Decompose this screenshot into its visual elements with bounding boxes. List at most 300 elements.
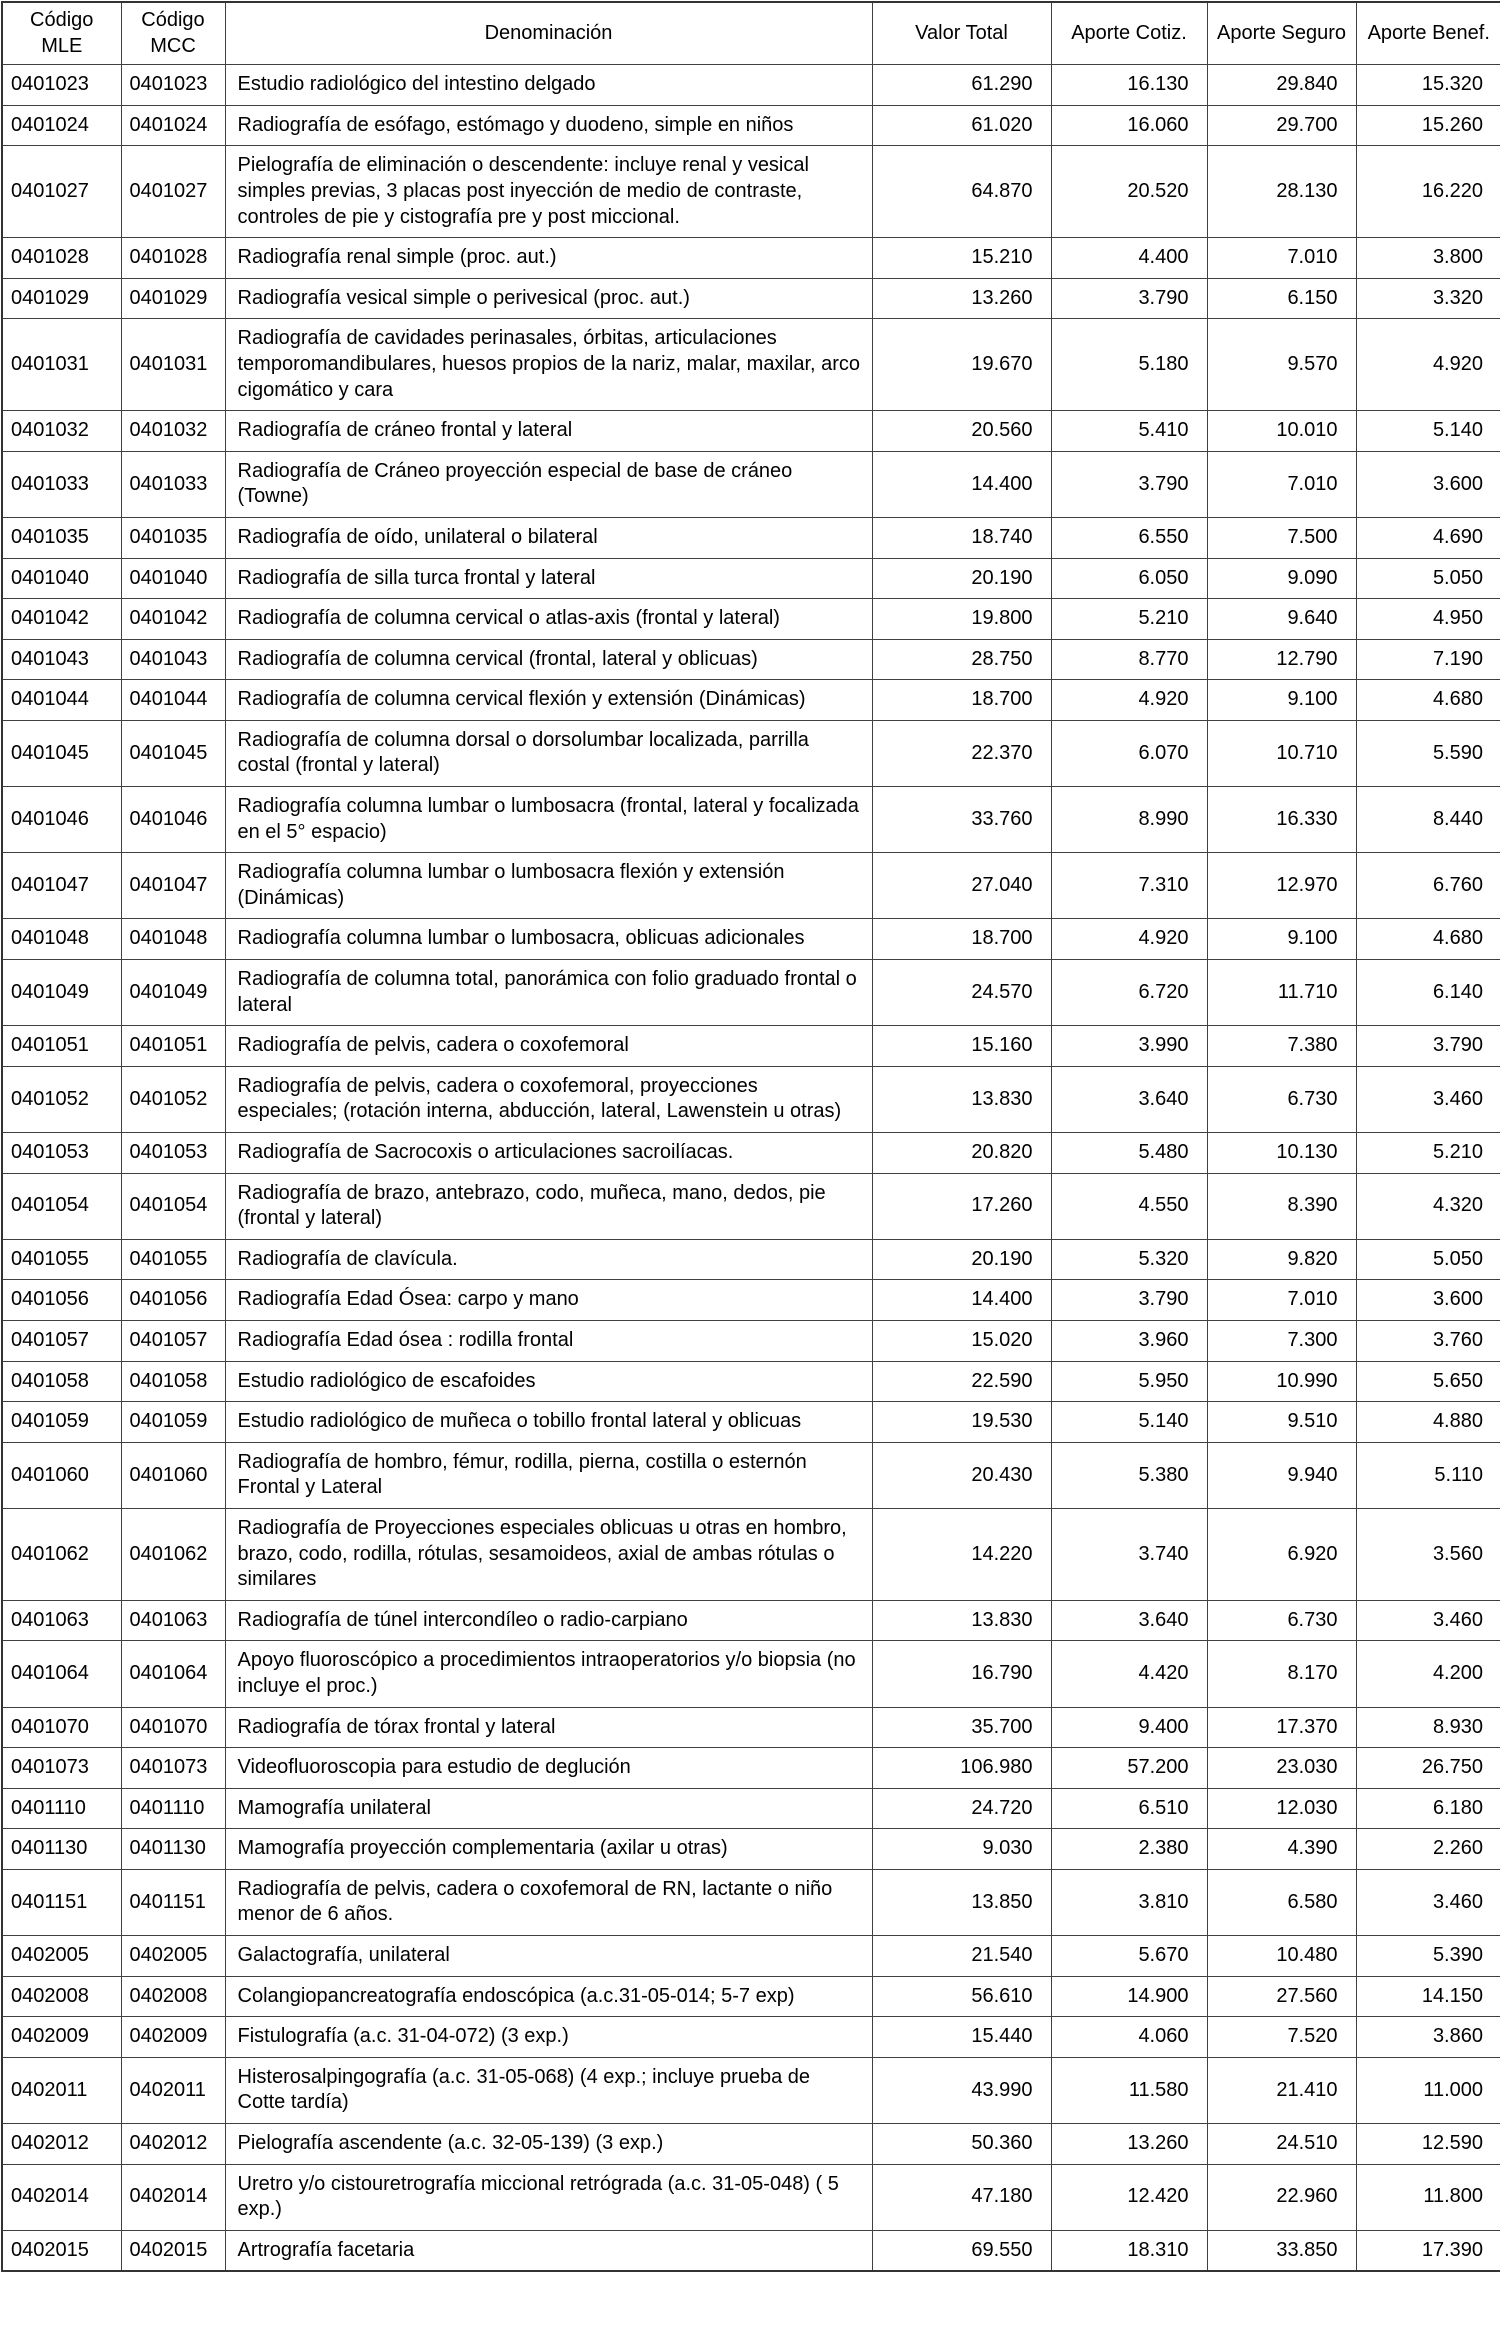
aporte-cotiz-cell: 5.140	[1051, 1402, 1207, 1443]
header-denominacion: Denominación	[225, 2, 872, 65]
table-body	[2, 65, 1500, 2272]
aporte-cotiz-cell: 4.060	[1051, 2017, 1207, 2058]
table-row	[2, 1173, 1500, 1239]
valor-total-cell: 13.830	[872, 1066, 1051, 1132]
aporte-seguro-cell: 12.030	[1207, 1788, 1356, 1829]
table-row	[2, 1641, 1500, 1707]
codigo-mcc-cell: 0401035	[121, 517, 225, 558]
codigo-mcc-cell: 0401064	[121, 1641, 225, 1707]
aporte-seguro-cell: 21.410	[1207, 2057, 1356, 2123]
codigo-mcc-cell: 0401024	[121, 105, 225, 146]
denominacion-cell: Estudio radiológico de escafoides	[225, 1361, 872, 1402]
codigo-mcc-cell: 0401032	[121, 411, 225, 452]
aporte-cotiz-cell: 2.380	[1051, 1829, 1207, 1870]
denominacion-cell: Radiografía de pelvis, cadera o coxofemoral	[225, 1026, 872, 1067]
aporte-benef-cell: 8.930	[1356, 1707, 1500, 1748]
table-row	[2, 2124, 1500, 2165]
codigo-mle-cell: 0401042	[2, 599, 121, 640]
codigo-mle-cell: 0401053	[2, 1133, 121, 1174]
valor-total-cell: 20.820	[872, 1133, 1051, 1174]
codigo-mle-cell: 0402008	[2, 1976, 121, 2017]
valor-total-cell: 15.210	[872, 238, 1051, 279]
aporte-seguro-cell: 6.580	[1207, 1869, 1356, 1935]
aporte-benef-cell: 15.260	[1356, 105, 1500, 146]
codigo-mle-cell: 0401052	[2, 1066, 121, 1132]
aporte-benef-cell: 3.600	[1356, 451, 1500, 517]
codigo-mle-cell: 0401040	[2, 558, 121, 599]
aporte-cotiz-cell: 4.550	[1051, 1173, 1207, 1239]
aporte-cotiz-cell: 6.720	[1051, 960, 1207, 1026]
table-row	[2, 919, 1500, 960]
codigo-mle-cell: 0401023	[2, 65, 121, 106]
aporte-benef-cell: 26.750	[1356, 1748, 1500, 1789]
valor-total-cell: 13.830	[872, 1600, 1051, 1641]
codigo-mcc-cell: 0401029	[121, 278, 225, 319]
valor-total-cell: 20.560	[872, 411, 1051, 452]
aporte-cotiz-cell: 3.640	[1051, 1600, 1207, 1641]
aporte-cotiz-cell: 4.400	[1051, 238, 1207, 279]
table-row	[2, 1707, 1500, 1748]
valor-total-cell: 64.870	[872, 146, 1051, 238]
aporte-seguro-cell: 10.130	[1207, 1133, 1356, 1174]
aporte-cotiz-cell: 3.640	[1051, 1066, 1207, 1132]
denominacion-cell: Radiografía de tórax frontal y lateral	[225, 1707, 872, 1748]
denominacion-cell: Radiografía renal simple (proc. aut.)	[225, 238, 872, 279]
codigo-mle-cell: 0401054	[2, 1173, 121, 1239]
codigo-mcc-cell: 0401073	[121, 1748, 225, 1789]
aporte-seguro-cell: 11.710	[1207, 960, 1356, 1026]
valor-total-cell: 15.440	[872, 2017, 1051, 2058]
aporte-benef-cell: 6.180	[1356, 1788, 1500, 1829]
valor-total-cell: 13.260	[872, 278, 1051, 319]
aporte-cotiz-cell: 8.770	[1051, 639, 1207, 680]
aporte-benef-cell: 3.800	[1356, 238, 1500, 279]
codigo-mle-cell: 0401028	[2, 238, 121, 279]
aporte-benef-cell: 12.590	[1356, 2124, 1500, 2165]
aporte-cotiz-cell: 5.320	[1051, 1239, 1207, 1280]
aporte-benef-cell: 3.460	[1356, 1600, 1500, 1641]
aporte-cotiz-cell: 6.070	[1051, 720, 1207, 786]
table-row	[2, 639, 1500, 680]
codigo-mcc-cell: 0401110	[121, 1788, 225, 1829]
table-row	[2, 1508, 1500, 1600]
denominacion-cell: Radiografía de columna cervical o atlas-axis (frontal y lateral)	[225, 599, 872, 640]
codigo-mle-cell: 0402009	[2, 2017, 121, 2058]
aporte-seguro-cell: 12.970	[1207, 853, 1356, 919]
aporte-cotiz-cell: 9.400	[1051, 1707, 1207, 1748]
codigo-mcc-cell: 0401055	[121, 1239, 225, 1280]
table-row	[2, 1280, 1500, 1321]
codigo-mle-cell: 0401110	[2, 1788, 121, 1829]
valor-total-cell: 20.430	[872, 1442, 1051, 1508]
aporte-cotiz-cell: 5.480	[1051, 1133, 1207, 1174]
aporte-benef-cell: 4.680	[1356, 680, 1500, 721]
aporte-cotiz-cell: 16.060	[1051, 105, 1207, 146]
aporte-seguro-cell: 10.480	[1207, 1936, 1356, 1977]
codigo-mle-cell: 0401029	[2, 278, 121, 319]
denominacion-cell: Radiografía columna lumbar o lumbosacra, oblicuas adicionales	[225, 919, 872, 960]
aporte-seguro-cell: 33.850	[1207, 2230, 1356, 2271]
aporte-cotiz-cell: 3.990	[1051, 1026, 1207, 1067]
aporte-cotiz-cell: 3.740	[1051, 1508, 1207, 1600]
codigo-mle-cell: 0401033	[2, 451, 121, 517]
codigo-mcc-cell: 0401045	[121, 720, 225, 786]
denominacion-cell: Radiografía de clavícula.	[225, 1239, 872, 1280]
table-header	[2, 2, 1500, 65]
codigo-mle-cell: 0401049	[2, 960, 121, 1026]
codigo-mle-cell: 0402011	[2, 2057, 121, 2123]
table-row	[2, 1133, 1500, 1174]
valor-total-cell: 47.180	[872, 2164, 1051, 2230]
codigo-mle-cell: 0401043	[2, 639, 121, 680]
table-row	[2, 2230, 1500, 2271]
denominacion-cell: Radiografía de pelvis, cadera o coxofemoral de RN, lactante o niño menor de 6 años.	[225, 1869, 872, 1935]
denominacion-cell: Radiografía de esófago, estómago y duodeno, simple en niños	[225, 105, 872, 146]
aporte-cotiz-cell: 16.130	[1051, 65, 1207, 106]
codigo-mle-cell: 0401064	[2, 1641, 121, 1707]
denominacion-cell: Radiografía de hombro, fémur, rodilla, pierna, costilla o esternón Frontal y Lateral	[225, 1442, 872, 1508]
table-row	[2, 1239, 1500, 1280]
aporte-seguro-cell: 7.010	[1207, 238, 1356, 279]
codigo-mcc-cell: 0401062	[121, 1508, 225, 1600]
table-row	[2, 2017, 1500, 2058]
table-row	[2, 319, 1500, 411]
aporte-cotiz-cell: 3.960	[1051, 1320, 1207, 1361]
table-row	[2, 1748, 1500, 1789]
table-row	[2, 1442, 1500, 1508]
denominacion-cell: Galactografía, unilateral	[225, 1936, 872, 1977]
denominacion-cell: Radiografía de columna total, panorámica con folio graduado frontal o lateral	[225, 960, 872, 1026]
codigo-mcc-cell: 0401051	[121, 1026, 225, 1067]
aporte-cotiz-cell: 57.200	[1051, 1748, 1207, 1789]
denominacion-cell: Radiografía de columna cervical flexión y extensión (Dinámicas)	[225, 680, 872, 721]
aporte-benef-cell: 3.860	[1356, 2017, 1500, 2058]
aporte-seguro-cell: 9.100	[1207, 680, 1356, 721]
aporte-cotiz-cell: 3.810	[1051, 1869, 1207, 1935]
valor-total-cell: 21.540	[872, 1936, 1051, 1977]
aporte-benef-cell: 4.950	[1356, 599, 1500, 640]
codigo-mcc-cell: 0401040	[121, 558, 225, 599]
codigo-mcc-cell: 0402015	[121, 2230, 225, 2271]
aporte-seguro-cell: 7.500	[1207, 517, 1356, 558]
aporte-benef-cell: 5.140	[1356, 411, 1500, 452]
table-row	[2, 1320, 1500, 1361]
aporte-cotiz-cell: 12.420	[1051, 2164, 1207, 2230]
codigo-mcc-cell: 0401023	[121, 65, 225, 106]
table-row	[2, 278, 1500, 319]
aporte-benef-cell: 5.110	[1356, 1442, 1500, 1508]
valor-total-cell: 18.700	[872, 919, 1051, 960]
denominacion-cell: Radiografía de oído, unilateral o bilateral	[225, 517, 872, 558]
table-row	[2, 1066, 1500, 1132]
valor-total-cell: 22.370	[872, 720, 1051, 786]
codigo-mle-cell: 0401151	[2, 1869, 121, 1935]
aporte-seguro-cell: 24.510	[1207, 2124, 1356, 2165]
header-row	[2, 2, 1500, 65]
valor-total-cell: 24.570	[872, 960, 1051, 1026]
aporte-seguro-cell: 22.960	[1207, 2164, 1356, 2230]
header-aporte-seguro: Aporte Seguro	[1207, 2, 1356, 65]
codigo-mcc-cell: 0401063	[121, 1600, 225, 1641]
valor-total-cell: 33.760	[872, 787, 1051, 853]
aporte-seguro-cell: 7.010	[1207, 1280, 1356, 1321]
codigo-mcc-cell: 0402005	[121, 1936, 225, 1977]
aporte-seguro-cell: 9.940	[1207, 1442, 1356, 1508]
aporte-cotiz-cell: 4.920	[1051, 680, 1207, 721]
table-row	[2, 238, 1500, 279]
aporte-seguro-cell: 6.150	[1207, 278, 1356, 319]
table-row	[2, 787, 1500, 853]
header-valor-total: Valor Total	[872, 2, 1051, 65]
valor-total-cell: 35.700	[872, 1707, 1051, 1748]
codigo-mle-cell: 0401130	[2, 1829, 121, 1870]
tariff-table	[1, 1, 1500, 2272]
aporte-cotiz-cell: 13.260	[1051, 2124, 1207, 2165]
aporte-benef-cell: 3.790	[1356, 1026, 1500, 1067]
aporte-benef-cell: 2.260	[1356, 1829, 1500, 1870]
aporte-benef-cell: 4.200	[1356, 1641, 1500, 1707]
aporte-cotiz-cell: 4.420	[1051, 1641, 1207, 1707]
denominacion-cell: Videofluoroscopia para estudio de deglución	[225, 1748, 872, 1789]
aporte-seguro-cell: 27.560	[1207, 1976, 1356, 2017]
aporte-seguro-cell: 9.100	[1207, 919, 1356, 960]
aporte-seguro-cell: 6.730	[1207, 1066, 1356, 1132]
aporte-benef-cell: 6.760	[1356, 853, 1500, 919]
valor-total-cell: 15.020	[872, 1320, 1051, 1361]
aporte-seguro-cell: 12.790	[1207, 639, 1356, 680]
valor-total-cell: 19.670	[872, 319, 1051, 411]
valor-total-cell: 16.790	[872, 1641, 1051, 1707]
denominacion-cell: Radiografía de cráneo frontal y lateral	[225, 411, 872, 452]
table-row	[2, 517, 1500, 558]
aporte-benef-cell: 3.600	[1356, 1280, 1500, 1321]
aporte-seguro-cell: 10.710	[1207, 720, 1356, 786]
valor-total-cell: 18.740	[872, 517, 1051, 558]
table-row	[2, 1976, 1500, 2017]
aporte-seguro-cell: 7.300	[1207, 1320, 1356, 1361]
aporte-cotiz-cell: 5.410	[1051, 411, 1207, 452]
header-codigo-mle: Código MLE	[2, 2, 121, 65]
codigo-mcc-cell: 0401044	[121, 680, 225, 721]
table-row	[2, 411, 1500, 452]
table-row	[2, 599, 1500, 640]
table-row	[2, 680, 1500, 721]
codigo-mcc-cell: 0401049	[121, 960, 225, 1026]
table-row	[2, 1829, 1500, 1870]
denominacion-cell: Apoyo fluoroscópico a procedimientos intraoperatorios y/o biopsia (no incluye el proc.)	[225, 1641, 872, 1707]
table-row	[2, 558, 1500, 599]
table-row	[2, 2164, 1500, 2230]
aporte-seguro-cell: 10.010	[1207, 411, 1356, 452]
codigo-mle-cell: 0402014	[2, 2164, 121, 2230]
denominacion-cell: Radiografía vesical simple o perivesical (proc. aut.)	[225, 278, 872, 319]
aporte-seguro-cell: 7.010	[1207, 451, 1356, 517]
codigo-mle-cell: 0402005	[2, 1936, 121, 1977]
table-row	[2, 1600, 1500, 1641]
codigo-mle-cell: 0401056	[2, 1280, 121, 1321]
codigo-mcc-cell: 0401042	[121, 599, 225, 640]
aporte-benef-cell: 4.690	[1356, 517, 1500, 558]
aporte-seguro-cell: 9.090	[1207, 558, 1356, 599]
aporte-benef-cell: 11.000	[1356, 2057, 1500, 2123]
denominacion-cell: Mamografía unilateral	[225, 1788, 872, 1829]
codigo-mle-cell: 0401045	[2, 720, 121, 786]
valor-total-cell: 14.220	[872, 1508, 1051, 1600]
aporte-cotiz-cell: 5.380	[1051, 1442, 1207, 1508]
codigo-mcc-cell: 0401151	[121, 1869, 225, 1935]
denominacion-cell: Pielografía de eliminación o descendente: incluye renal y vesical simples previas, 3 placas post inyección de medio de contraste, controles de pie y cistografía pre y post miccional.	[225, 146, 872, 238]
header-aporte-cotiz: Aporte Cotiz.	[1051, 2, 1207, 65]
aporte-seguro-cell: 28.130	[1207, 146, 1356, 238]
header-aporte-benef: Aporte Benef.	[1356, 2, 1500, 65]
aporte-benef-cell: 5.050	[1356, 558, 1500, 599]
codigo-mcc-cell: 0401027	[121, 146, 225, 238]
aporte-benef-cell: 4.880	[1356, 1402, 1500, 1443]
denominacion-cell: Radiografía de brazo, antebrazo, codo, muñeca, mano, dedos, pie (frontal y lateral)	[225, 1173, 872, 1239]
denominacion-cell: Artrografía facetaria	[225, 2230, 872, 2271]
codigo-mcc-cell: 0401033	[121, 451, 225, 517]
valor-total-cell: 106.980	[872, 1748, 1051, 1789]
table-row	[2, 1361, 1500, 1402]
aporte-benef-cell: 5.650	[1356, 1361, 1500, 1402]
aporte-cotiz-cell: 4.920	[1051, 919, 1207, 960]
aporte-benef-cell: 16.220	[1356, 146, 1500, 238]
codigo-mcc-cell: 0401047	[121, 853, 225, 919]
aporte-cotiz-cell: 6.550	[1051, 517, 1207, 558]
denominacion-cell: Radiografía de Cráneo proyección especial de base de cráneo (Towne)	[225, 451, 872, 517]
aporte-benef-cell: 11.800	[1356, 2164, 1500, 2230]
aporte-benef-cell: 8.440	[1356, 787, 1500, 853]
aporte-seguro-cell: 9.820	[1207, 1239, 1356, 1280]
denominacion-cell: Radiografía de túnel intercondíleo o radio-carpiano	[225, 1600, 872, 1641]
aporte-seguro-cell: 23.030	[1207, 1748, 1356, 1789]
table-row	[2, 1936, 1500, 1977]
codigo-mle-cell: 0401060	[2, 1442, 121, 1508]
denominacion-cell: Radiografía Edad ósea : rodilla frontal	[225, 1320, 872, 1361]
aporte-benef-cell: 3.560	[1356, 1508, 1500, 1600]
table-row	[2, 65, 1500, 106]
valor-total-cell: 13.850	[872, 1869, 1051, 1935]
aporte-seguro-cell: 6.920	[1207, 1508, 1356, 1600]
header-codigo-mcc: Código MCC	[121, 2, 225, 65]
denominacion-cell: Fistulografía (a.c. 31-04-072) (3 exp.)	[225, 2017, 872, 2058]
valor-total-cell: 61.290	[872, 65, 1051, 106]
valor-total-cell: 14.400	[872, 1280, 1051, 1321]
codigo-mle-cell: 0401048	[2, 919, 121, 960]
table-row	[2, 960, 1500, 1026]
table-row	[2, 451, 1500, 517]
denominacion-cell: Radiografía de columna cervical (frontal, lateral y oblicuas)	[225, 639, 872, 680]
aporte-benef-cell: 4.680	[1356, 919, 1500, 960]
aporte-cotiz-cell: 5.670	[1051, 1936, 1207, 1977]
valor-total-cell: 19.800	[872, 599, 1051, 640]
aporte-seguro-cell: 4.390	[1207, 1829, 1356, 1870]
codigo-mle-cell: 0401031	[2, 319, 121, 411]
denominacion-cell: Radiografía de columna dorsal o dorsolumbar localizada, parrilla costal (frontal y lateral)	[225, 720, 872, 786]
codigo-mcc-cell: 0401130	[121, 1829, 225, 1870]
valor-total-cell: 17.260	[872, 1173, 1051, 1239]
table-row	[2, 2057, 1500, 2123]
aporte-benef-cell: 17.390	[1356, 2230, 1500, 2271]
codigo-mle-cell: 0401032	[2, 411, 121, 452]
codigo-mle-cell: 0401027	[2, 146, 121, 238]
valor-total-cell: 20.190	[872, 1239, 1051, 1280]
codigo-mcc-cell: 0401046	[121, 787, 225, 853]
aporte-cotiz-cell: 5.180	[1051, 319, 1207, 411]
valor-total-cell: 24.720	[872, 1788, 1051, 1829]
codigo-mle-cell: 0401035	[2, 517, 121, 558]
aporte-benef-cell: 5.050	[1356, 1239, 1500, 1280]
valor-total-cell: 15.160	[872, 1026, 1051, 1067]
denominacion-cell: Radiografía de silla turca frontal y lateral	[225, 558, 872, 599]
denominacion-cell: Pielografía ascendente (a.c. 32-05-139) (3 exp.)	[225, 2124, 872, 2165]
aporte-cotiz-cell: 8.990	[1051, 787, 1207, 853]
aporte-benef-cell: 6.140	[1356, 960, 1500, 1026]
valor-total-cell: 20.190	[872, 558, 1051, 599]
codigo-mle-cell: 0401070	[2, 1707, 121, 1748]
valor-total-cell: 9.030	[872, 1829, 1051, 1870]
denominacion-cell: Radiografía de Sacrocoxis o articulaciones sacroilíacas.	[225, 1133, 872, 1174]
codigo-mcc-cell: 0401048	[121, 919, 225, 960]
table-row	[2, 1788, 1500, 1829]
aporte-seguro-cell: 7.520	[1207, 2017, 1356, 2058]
aporte-benef-cell: 14.150	[1356, 1976, 1500, 2017]
table-row	[2, 1869, 1500, 1935]
denominacion-cell: Uretro y/o cistouretrografía miccional retrógrada (a.c. 31-05-048) ( 5 exp.)	[225, 2164, 872, 2230]
aporte-seguro-cell: 10.990	[1207, 1361, 1356, 1402]
aporte-cotiz-cell: 14.900	[1051, 1976, 1207, 2017]
codigo-mle-cell: 0402015	[2, 2230, 121, 2271]
denominacion-cell: Radiografía de pelvis, cadera o coxofemoral, proyecciones especiales; (rotación interna, abducción, lateral, Lawenstein u otras)	[225, 1066, 872, 1132]
codigo-mcc-cell: 0402011	[121, 2057, 225, 2123]
aporte-benef-cell: 5.210	[1356, 1133, 1500, 1174]
codigo-mle-cell: 0401062	[2, 1508, 121, 1600]
aporte-cotiz-cell: 6.510	[1051, 1788, 1207, 1829]
aporte-cotiz-cell: 6.050	[1051, 558, 1207, 599]
denominacion-cell: Radiografía Edad Ósea: carpo y mano	[225, 1280, 872, 1321]
aporte-cotiz-cell: 7.310	[1051, 853, 1207, 919]
codigo-mle-cell: 0401055	[2, 1239, 121, 1280]
codigo-mcc-cell: 0401028	[121, 238, 225, 279]
aporte-cotiz-cell: 5.950	[1051, 1361, 1207, 1402]
table-row	[2, 1402, 1500, 1443]
valor-total-cell: 19.530	[872, 1402, 1051, 1443]
aporte-seguro-cell: 29.700	[1207, 105, 1356, 146]
aporte-cotiz-cell: 3.790	[1051, 451, 1207, 517]
aporte-seguro-cell: 9.510	[1207, 1402, 1356, 1443]
codigo-mcc-cell: 0402009	[121, 2017, 225, 2058]
aporte-seguro-cell: 16.330	[1207, 787, 1356, 853]
aporte-seguro-cell: 8.390	[1207, 1173, 1356, 1239]
codigo-mcc-cell: 0401054	[121, 1173, 225, 1239]
aporte-seguro-cell: 29.840	[1207, 65, 1356, 106]
denominacion-cell: Estudio radiológico de muñeca o tobillo frontal lateral y oblicuas	[225, 1402, 872, 1443]
codigo-mcc-cell: 0402012	[121, 2124, 225, 2165]
codigo-mcc-cell: 0401059	[121, 1402, 225, 1443]
codigo-mcc-cell: 0401052	[121, 1066, 225, 1132]
aporte-benef-cell: 3.460	[1356, 1066, 1500, 1132]
aporte-seguro-cell: 7.380	[1207, 1026, 1356, 1067]
valor-total-cell: 69.550	[872, 2230, 1051, 2271]
valor-total-cell: 27.040	[872, 853, 1051, 919]
valor-total-cell: 28.750	[872, 639, 1051, 680]
valor-total-cell: 18.700	[872, 680, 1051, 721]
aporte-cotiz-cell: 3.790	[1051, 278, 1207, 319]
table-row	[2, 1026, 1500, 1067]
codigo-mle-cell: 0401047	[2, 853, 121, 919]
aporte-benef-cell: 4.920	[1356, 319, 1500, 411]
denominacion-cell: Colangiopancreatografía endoscópica (a.c.31-05-014; 5-7 exp)	[225, 1976, 872, 2017]
